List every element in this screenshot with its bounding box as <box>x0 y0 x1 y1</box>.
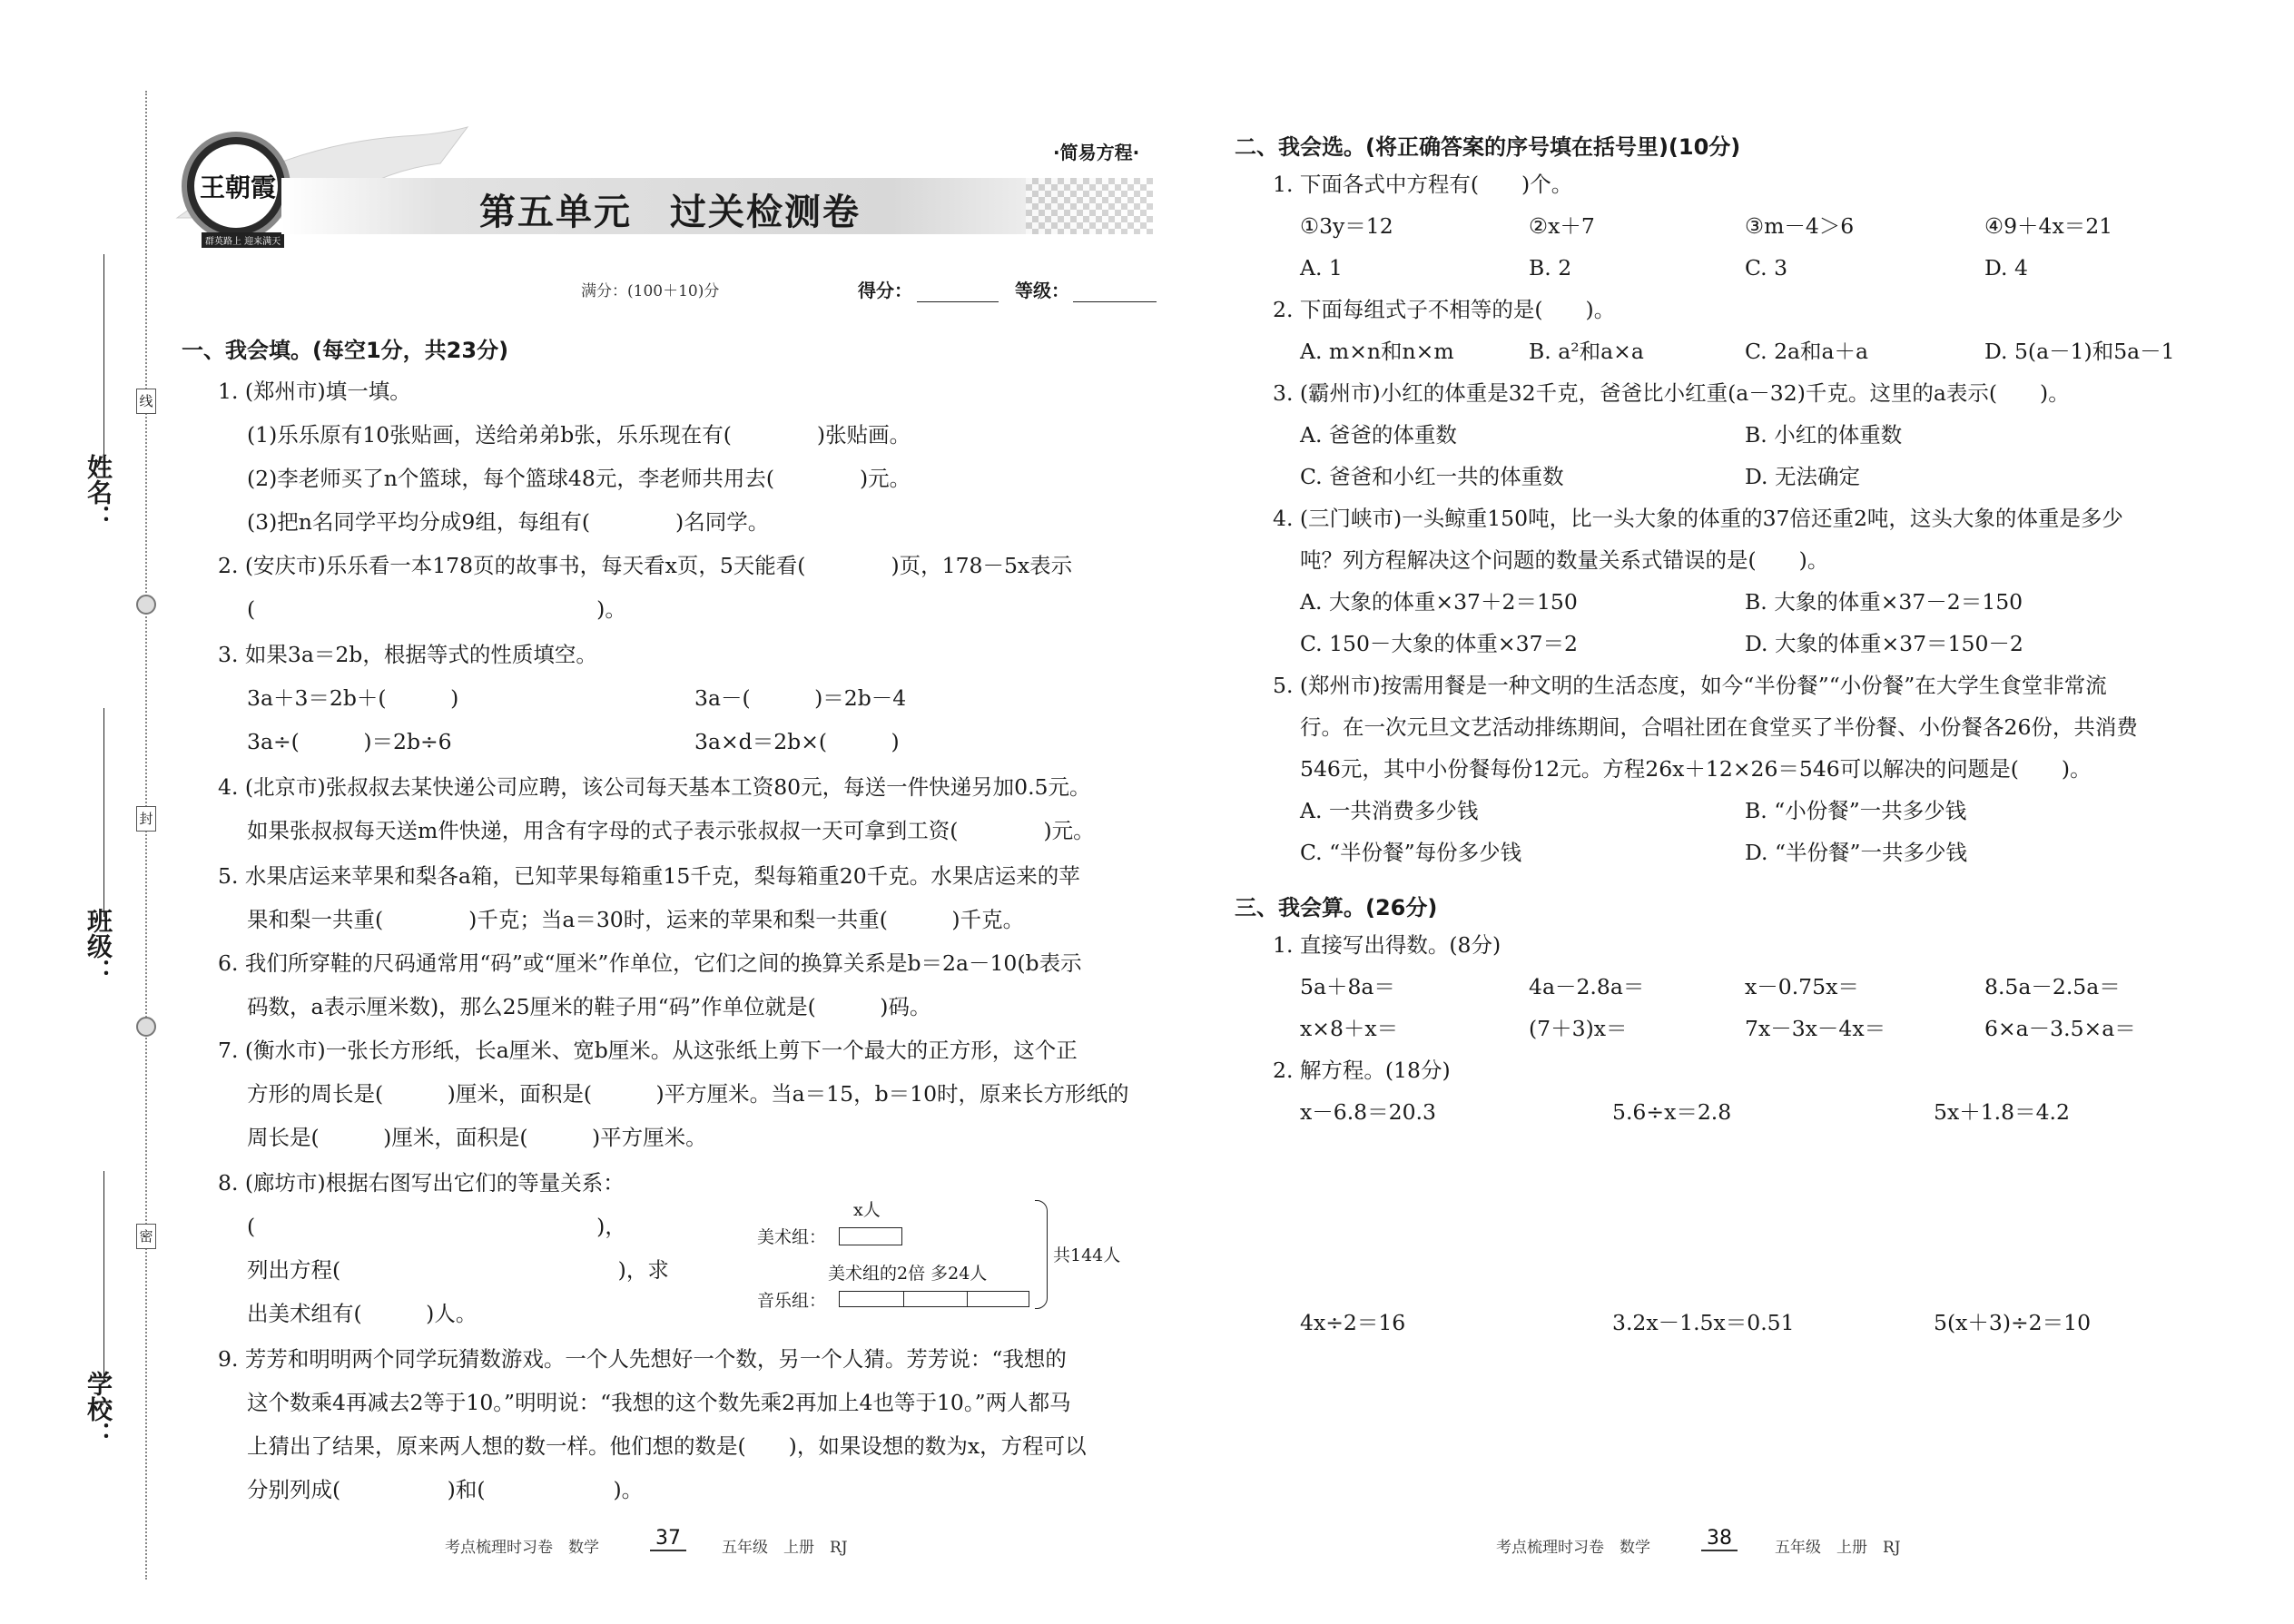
question-line: 9. 芳芳和明明两个同学玩猜数游戏。一个人先想好一个数，另一个人猜。芳芳说：“我想的 <box>218 1346 1067 1372</box>
option[interactable]: C. 爸爸和小红一共的体重数 <box>1300 464 1564 489</box>
calc-item: x×8＋x＝ <box>1300 1016 1399 1041</box>
question-line: 8. (廊坊市)根据右图写出它们的等量关系： <box>218 1170 625 1196</box>
option[interactable]: D. 大象的体重×37＝150－2 <box>1745 631 2023 656</box>
section-heading: 三、我会算。(26分) <box>1235 895 1438 920</box>
question-line: 5. (郑州市)按需用餐是一种文明的生活态度，如今“半份餐”“小份餐”在大学生食堂非常流 <box>1273 673 2107 698</box>
topic-label: ·简易方程· <box>1053 142 1140 163</box>
option[interactable]: A. 一共消费多少钱 <box>1300 798 1479 823</box>
section-heading: 一、我会填。(每空1分，共23分) <box>182 338 509 363</box>
question-line: 2. 解方程。(18分) <box>1273 1058 1451 1083</box>
school-field[interactable] <box>103 1171 104 1380</box>
question-line: 周长是( )厘米，面积是( )平方厘米。 <box>247 1125 707 1150</box>
calc-item: 8.5a－2.5a＝ <box>1984 974 2121 999</box>
name-field[interactable] <box>103 254 104 463</box>
seal-char: 线 <box>136 389 156 414</box>
school-label: 学校： <box>84 1371 113 1447</box>
expression: ③m－4＞6 <box>1745 213 1855 239</box>
logo-text: 王朝霞 <box>200 172 277 202</box>
option[interactable]: C. 2a和a＋a <box>1745 339 1869 364</box>
calc-item: 5a＋8a＝ <box>1300 974 1395 999</box>
question-line: (3)把n名同学平均分成9组，每组有( )名同学。 <box>247 509 770 535</box>
diagram-music-label: 音乐组： <box>757 1291 827 1311</box>
equation-item: 3.2x－1.5x＝0.51 <box>1612 1310 1795 1335</box>
question-line: 546元，其中小份餐每份12元。方程26x＋12×26＝546可以解决的问题是( )。 <box>1300 756 2092 782</box>
option[interactable]: B. a²和a×a <box>1529 339 1644 364</box>
cut-line <box>145 91 147 1580</box>
question-line: 这个数乘4再减去2等于10。”明明说：“我想的这个数先乘2再加上4也等于10。”两人都马 <box>247 1390 1071 1415</box>
option[interactable]: D. 5(a－1)和5a－1 <box>1984 339 2175 364</box>
question-line: 2. (安庆市)乐乐看一本178页的故事书，每天看x页，5天能看( )页，178－5x表示 <box>218 553 1073 578</box>
logo-slogan: 群英路上 迎来满天 <box>202 232 284 248</box>
diagram-art-label: 美术组： <box>757 1227 827 1247</box>
question-line: 4. (北京市)张叔叔去某快递公司应聘，该公司每天基本工资80元，每送一件快递另加0.5元。 <box>218 774 1091 800</box>
equation-item: 5x＋1.8＝4.2 <box>1934 1099 2070 1125</box>
binding-hole <box>136 595 156 615</box>
equation-item: 3a－( )＝2b－4 <box>694 685 907 711</box>
equation-item: 3a×d＝2b×( ) <box>694 729 900 754</box>
option[interactable]: A. m×n和n×m <box>1300 339 1454 364</box>
question-line: 列出方程( )，求 <box>247 1257 669 1283</box>
footer-book: 考点梳理时习卷 数学 <box>1496 1539 1650 1557</box>
grade-field[interactable] <box>1073 301 1157 302</box>
option[interactable]: A. 爸爸的体重数 <box>1300 422 1457 448</box>
diagram-x-label: x人 <box>853 1200 881 1220</box>
question-line: 1. 下面各式中方程有( )个。 <box>1273 172 1573 197</box>
question-line: 4. (三门峡市)一头鲸重150吨，比一头大象的体重的37倍还重2吨，这头大象的体重是多少 <box>1273 506 2123 531</box>
diagram-brace <box>1035 1200 1048 1309</box>
name-label: 姓名： <box>84 454 113 530</box>
score-field[interactable] <box>917 301 999 302</box>
question-line: 分别列成( )和( )。 <box>247 1477 644 1502</box>
full-score: 满分：(100＋10)分 <box>581 282 720 300</box>
option[interactable]: D. “半份餐”一共多少钱 <box>1745 840 1967 865</box>
calc-item: 7x－3x－4x＝ <box>1745 1016 1886 1041</box>
question-line: 出美术组有( )人。 <box>247 1301 478 1326</box>
option[interactable]: B. 大象的体重×37－2＝150 <box>1745 589 2023 615</box>
logo-badge <box>182 132 290 241</box>
question-line: 2. 下面每组式子不相等的是( )。 <box>1273 297 1616 322</box>
question-line: 3. (霸州市)小红的体重是32千克，爸爸比小红重(a－32)千克。这里的a表示( )。 <box>1273 380 2070 406</box>
page-number: 37 <box>650 1527 686 1551</box>
option[interactable]: C. “半份餐”每份多少钱 <box>1300 840 1522 865</box>
question-line: 1. 直接写出得数。(8分) <box>1273 932 1501 958</box>
expression: ②x＋7 <box>1529 213 1595 239</box>
class-label: 班级： <box>84 908 113 984</box>
equation-item: 3a＋3＝2b＋( ) <box>247 685 459 711</box>
question-line: 方形的周长是( )厘米，面积是( )平方厘米。当a＝15，b＝10时，原来长方形纸的 <box>247 1081 1129 1107</box>
question-line: 上猜出了结果，原来两人想的数一样。他们想的数是( )，如果设想的数为x，方程可以 <box>247 1433 1087 1459</box>
diagram-art-bar <box>839 1227 902 1245</box>
expression: ①3y＝12 <box>1300 213 1393 239</box>
option[interactable]: A. 大象的体重×37＋2＝150 <box>1300 589 1578 615</box>
option[interactable]: B. 小红的体重数 <box>1745 422 1903 448</box>
seal-char: 密 <box>136 1224 156 1249</box>
title-checker <box>1026 178 1153 234</box>
class-field[interactable] <box>103 708 104 917</box>
question-line: 吨？列方程解决这个问题的数量关系式错误的是( )。 <box>1300 547 1829 573</box>
question-line: 7. (衡水市)一张长方形纸，长a厘米、宽b厘米。从这张纸上剪下一个最大的正方形，这个正 <box>218 1038 1078 1063</box>
option[interactable]: D. 无法确定 <box>1745 464 1860 489</box>
calc-item: 6×a－3.5×a＝ <box>1984 1016 2136 1041</box>
equation-item: 4x÷2＝16 <box>1300 1310 1406 1335</box>
question-line: 如果张叔叔每天送m件快递，用含有字母的式子表示张叔叔一天可拿到工资( )元。 <box>247 818 1095 843</box>
option[interactable]: A. 1 <box>1300 255 1343 281</box>
option[interactable]: D. 4 <box>1984 255 2028 281</box>
question-line: 码数，a表示厘米数)，那么25厘米的鞋子用“码”作单位就是( )码。 <box>247 994 931 1019</box>
equation-item: 5.6÷x＝2.8 <box>1612 1099 1732 1125</box>
question-line: (1)乐乐原有10张贴画，送给弟弟b张，乐乐现在有( )张贴画。 <box>247 422 911 448</box>
page-title: 第五单元 过关检测卷 <box>479 192 861 233</box>
binding-hole <box>136 1017 156 1037</box>
question-line: 果和梨一共重( )千克；当a＝30时，运来的苹果和梨一共重( )千克。 <box>247 907 1025 932</box>
equation-item: x－6.8＝20.3 <box>1300 1099 1436 1125</box>
footer-grade: 五年级 上册 RJ <box>722 1539 848 1557</box>
section-heading: 二、我会选。(将正确答案的序号填在括号里)(10分) <box>1235 134 1741 160</box>
option[interactable]: B. “小份餐”一共多少钱 <box>1745 798 1967 823</box>
question-line: 6. 我们所穿鞋的尺码通常用“码”或“厘米”作单位，它们之间的换算关系是b＝2a－10(b表示 <box>218 950 1082 976</box>
expression: ④9＋4x＝21 <box>1984 213 2113 239</box>
equation-item: 5(x＋3)÷2＝10 <box>1934 1310 2092 1335</box>
footer-grade: 五年级 上册 RJ <box>1775 1539 1901 1557</box>
option[interactable]: C. 3 <box>1745 255 1788 281</box>
question-line: 行。在一次元旦文艺活动排练期间，合唱社团在食堂买了半份餐、小份餐各26份，共消费 <box>1300 714 2138 740</box>
calc-item: x－0.75x＝ <box>1745 974 1859 999</box>
calc-item: (7＋3)x＝ <box>1529 1016 1628 1041</box>
question-line: (2)李老师买了n个篮球，每个篮球48元，李老师共用去( )元。 <box>247 466 911 491</box>
grade-label: 等级： <box>1015 280 1069 301</box>
page-number: 38 <box>1701 1527 1738 1551</box>
diagram-art-top <box>839 1227 902 1228</box>
score-label: 得分： <box>858 280 912 301</box>
question-line: 3. 如果3a＝2b，根据等式的性质填空。 <box>218 642 597 667</box>
question-line: 5. 水果店运来苹果和梨各a箱，已知苹果每箱重15千克，梨每箱重20千克。水果店运来的苹 <box>218 863 1080 889</box>
seal-char: 封 <box>136 806 156 832</box>
question-line: ( )。 <box>247 596 626 622</box>
diagram-total-label: 共144人 <box>1053 1245 1121 1265</box>
question-line: 1. (郑州市)填一填。 <box>218 379 411 404</box>
option[interactable]: C. 150－大象的体重×37＝2 <box>1300 631 1578 656</box>
question-line: ( )， <box>247 1214 626 1239</box>
equation-item: 3a÷( )＝2b÷6 <box>247 729 452 754</box>
option[interactable]: B. 2 <box>1529 255 1572 281</box>
diagram-middle-label: 美术组的2倍 多24人 <box>828 1264 988 1284</box>
footer-book: 考点梳理时习卷 数学 <box>445 1539 599 1557</box>
diagram-music-bar <box>839 1291 1029 1307</box>
calc-item: 4a－2.8a＝ <box>1529 974 1645 999</box>
